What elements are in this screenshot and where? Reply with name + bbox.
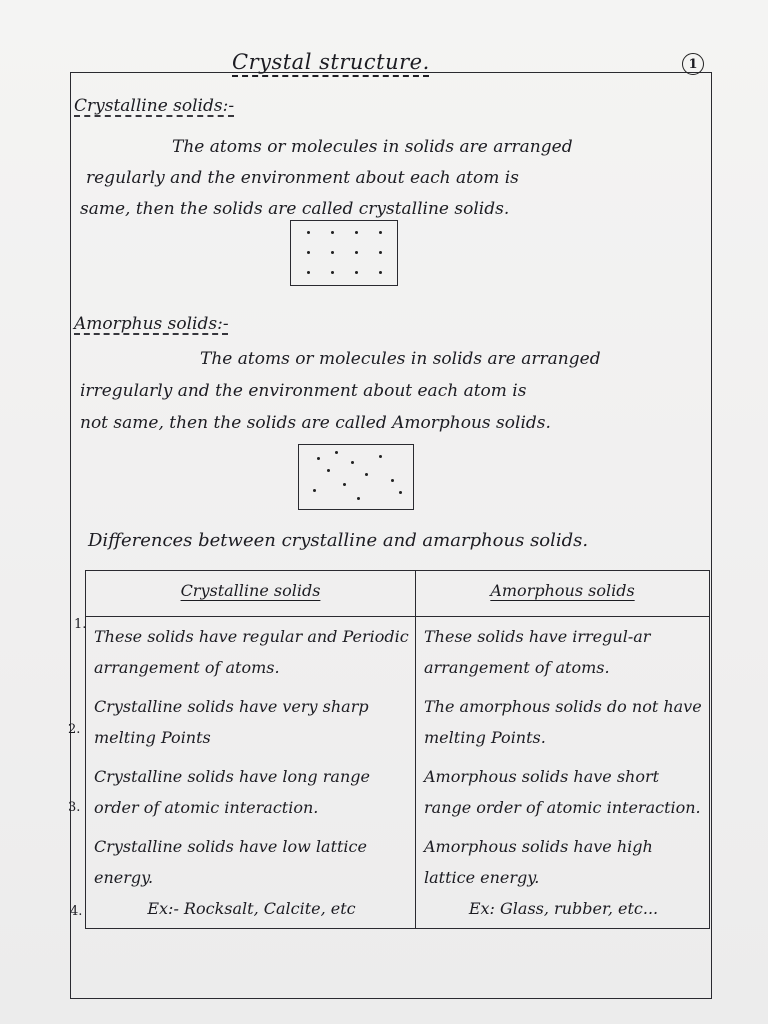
row-number: 4. [70,904,83,919]
crystalline-line-1: The atoms or molecules in solids are arranged [172,137,573,157]
amorphous-structure-diagram [298,444,414,510]
crystalline-lattice-diagram [290,220,398,286]
table-row [86,687,710,757]
cell-crystalline: Crystalline solids have low lattice energy. [94,837,367,887]
example-amorphous: Ex: Glass, rubber, etc... [468,899,659,918]
amorphous-line-2: irregularly and the environment about each atom is [80,381,527,401]
table-row [86,827,710,929]
example-crystalline: Ex:- Rocksalt, Calcite, etc [147,899,356,918]
row-number: 2. [68,722,81,737]
page-title: Crystal structure. [232,50,430,74]
table-row [86,757,710,827]
crystalline-line-3: same, then the solids are called crystalline solids. [80,199,510,219]
crystalline-heading: Crystalline solids:- [74,96,235,116]
cell-amorphous: These solids have irregul-ar arrangement of atoms. [416,617,710,688]
cell-amorphous: The amorphous solids do not have melting Points. [416,687,710,757]
table-row [86,617,710,688]
differences-table [85,570,710,929]
crystalline-line-2: regularly and the environment about each atom is [86,168,519,188]
cell-crystalline: Crystalline solids have long range order of atomic interaction. [86,757,416,827]
column-header-crystalline: Crystalline solids [86,571,416,617]
cell-crystalline: These solids have regular and Periodic arrangement of atoms. [86,617,416,688]
row-number: 3. [68,800,81,815]
cell-amorphous: Amorphous solids have short range order of atomic interaction. [416,757,710,827]
column-header-amorphous: Amorphous solids [416,571,710,617]
row-number: 1. [74,617,87,632]
amorphous-line-1: The atoms or molecules in solids are arranged [200,349,601,369]
cell-amorphous: Amorphous solids have high lattice energy. [424,837,653,887]
cell-crystalline: Crystalline solids have very sharp melting Points [86,687,416,757]
differences-heading: Differences between crystalline and amarphous solids. [88,530,589,551]
amorphous-heading: Amorphus solids:- [74,314,229,334]
page-number: 1 [682,53,704,75]
amorphous-line-3: not same, then the solids are called Amorphous solids. [80,413,551,433]
